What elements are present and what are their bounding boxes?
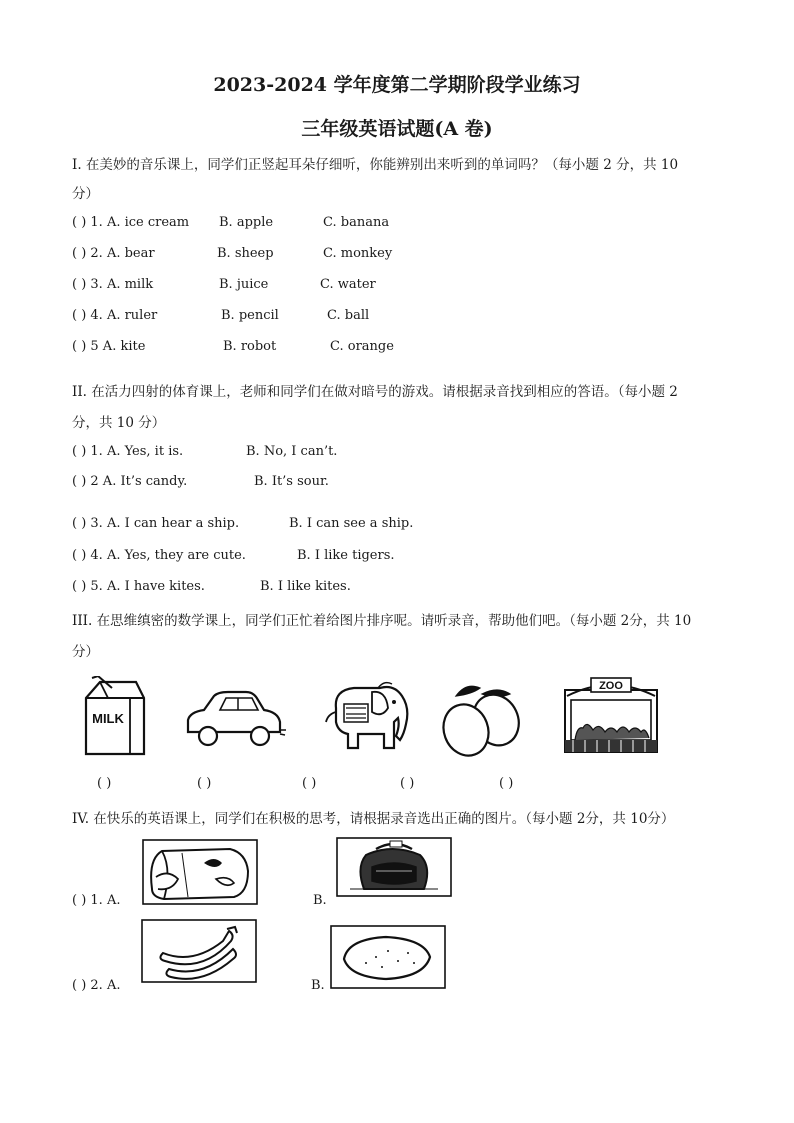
s1-q1-c: C. banana [323, 215, 390, 230]
s3-answer-1[interactable]: ( ) [97, 776, 112, 791]
elephant-picture [322, 678, 414, 754]
s1-q5-c: C. orange [330, 339, 394, 354]
q1-option-b-picture [336, 837, 452, 897]
section3-heading-cont: 分） [72, 644, 99, 660]
zoo-sign: ZOO [599, 680, 623, 692]
s1-q3-b: B. juice [219, 277, 269, 292]
s2-q5: ( ) 5. A. I have kites. [72, 579, 205, 594]
section2-heading: II. 在活力四射的体育课上，老师和同学们在做对暗号的游戏。请根据录音找到相应的答语。（每小题 2 [72, 384, 678, 400]
s1-q5: ( ) 5 A. kite [72, 339, 146, 354]
s2-q5-b: B. I like kites. [260, 579, 351, 594]
s4-q1-label: ( ) 1. A. [72, 893, 121, 908]
s1-q1: ( ) 1. A. ice cream [72, 215, 190, 230]
s3-answer-4[interactable]: ( ) [400, 776, 415, 791]
s1-q4-b: B. pencil [221, 308, 279, 323]
car-picture [180, 688, 286, 750]
s1-q5-b: B. robot [223, 339, 277, 354]
section1-heading: I. 在美妙的音乐课上，同学们正竖起耳朵仔细听，你能辨别出来听到的单词吗？（每小题 2 分，共 10 [72, 157, 679, 173]
q2-option-b-picture [330, 925, 446, 989]
page-subtitle: 三年级英语试题(A 卷) [301, 118, 493, 140]
section2-heading-cont: 分，共 10 分） [72, 415, 166, 431]
s2-q4: ( ) 4. A. Yes, they are cute. [72, 548, 246, 563]
s2-q4-b: B. I like tigers. [297, 548, 395, 563]
s1-q4-c: C. ball [327, 308, 370, 323]
lemons-picture [436, 680, 520, 760]
s1-q2: ( ) 2. A. bear [72, 246, 155, 261]
s2-q3-b: B. I can see a ship. [289, 516, 414, 531]
milk-carton-picture [78, 676, 150, 758]
s2-q2: ( ) 2 A. It’s candy. [72, 474, 188, 489]
milk-label: MILK [92, 711, 124, 726]
section3-heading: III. 在思维缜密的数学课上，同学们正忙着给图片排序呢。请听录音，帮助他们吧。（每小题 2分，共 10 [72, 613, 692, 629]
s2-q2-b: B. It’s sour. [254, 474, 329, 489]
s2-q3: ( ) 3. A. I can hear a ship. [72, 516, 240, 531]
s3-answer-3[interactable]: ( ) [302, 776, 317, 791]
s1-q1-b: B. apple [219, 215, 274, 230]
s1-q4: ( ) 4. A. ruler [72, 308, 158, 323]
q1-option-a-picture [142, 839, 258, 905]
s2-q1-b: B. No, I can’t. [246, 444, 338, 459]
s2-q1: ( ) 1. A. Yes, it is. [72, 444, 184, 459]
s1-q3-c: C. water [320, 277, 376, 292]
page-title: 2023-2024 学年度第二学期阶段学业练习 [213, 74, 581, 96]
section4-heading: IV. 在快乐的英语课上，同学们在积极的思考，请根据录音选出正确的图片。（每小题 2分，共 10分） [72, 811, 675, 827]
s1-q3: ( ) 3. A. milk [72, 277, 154, 292]
s3-answer-5[interactable]: ( ) [499, 776, 514, 791]
s1-q2-c: C. monkey [323, 246, 393, 261]
s1-q2-b: B. sheep [217, 246, 274, 261]
s4-q2-label: ( ) 2. A. [72, 978, 121, 993]
s4-q2-b-label: B. [311, 978, 325, 993]
s4-q1-b-label: B. [313, 893, 327, 908]
section1-heading-cont: 分） [72, 186, 99, 202]
zoo-picture [563, 676, 659, 754]
s3-answer-2[interactable]: ( ) [197, 776, 212, 791]
q2-option-a-picture [141, 919, 257, 983]
